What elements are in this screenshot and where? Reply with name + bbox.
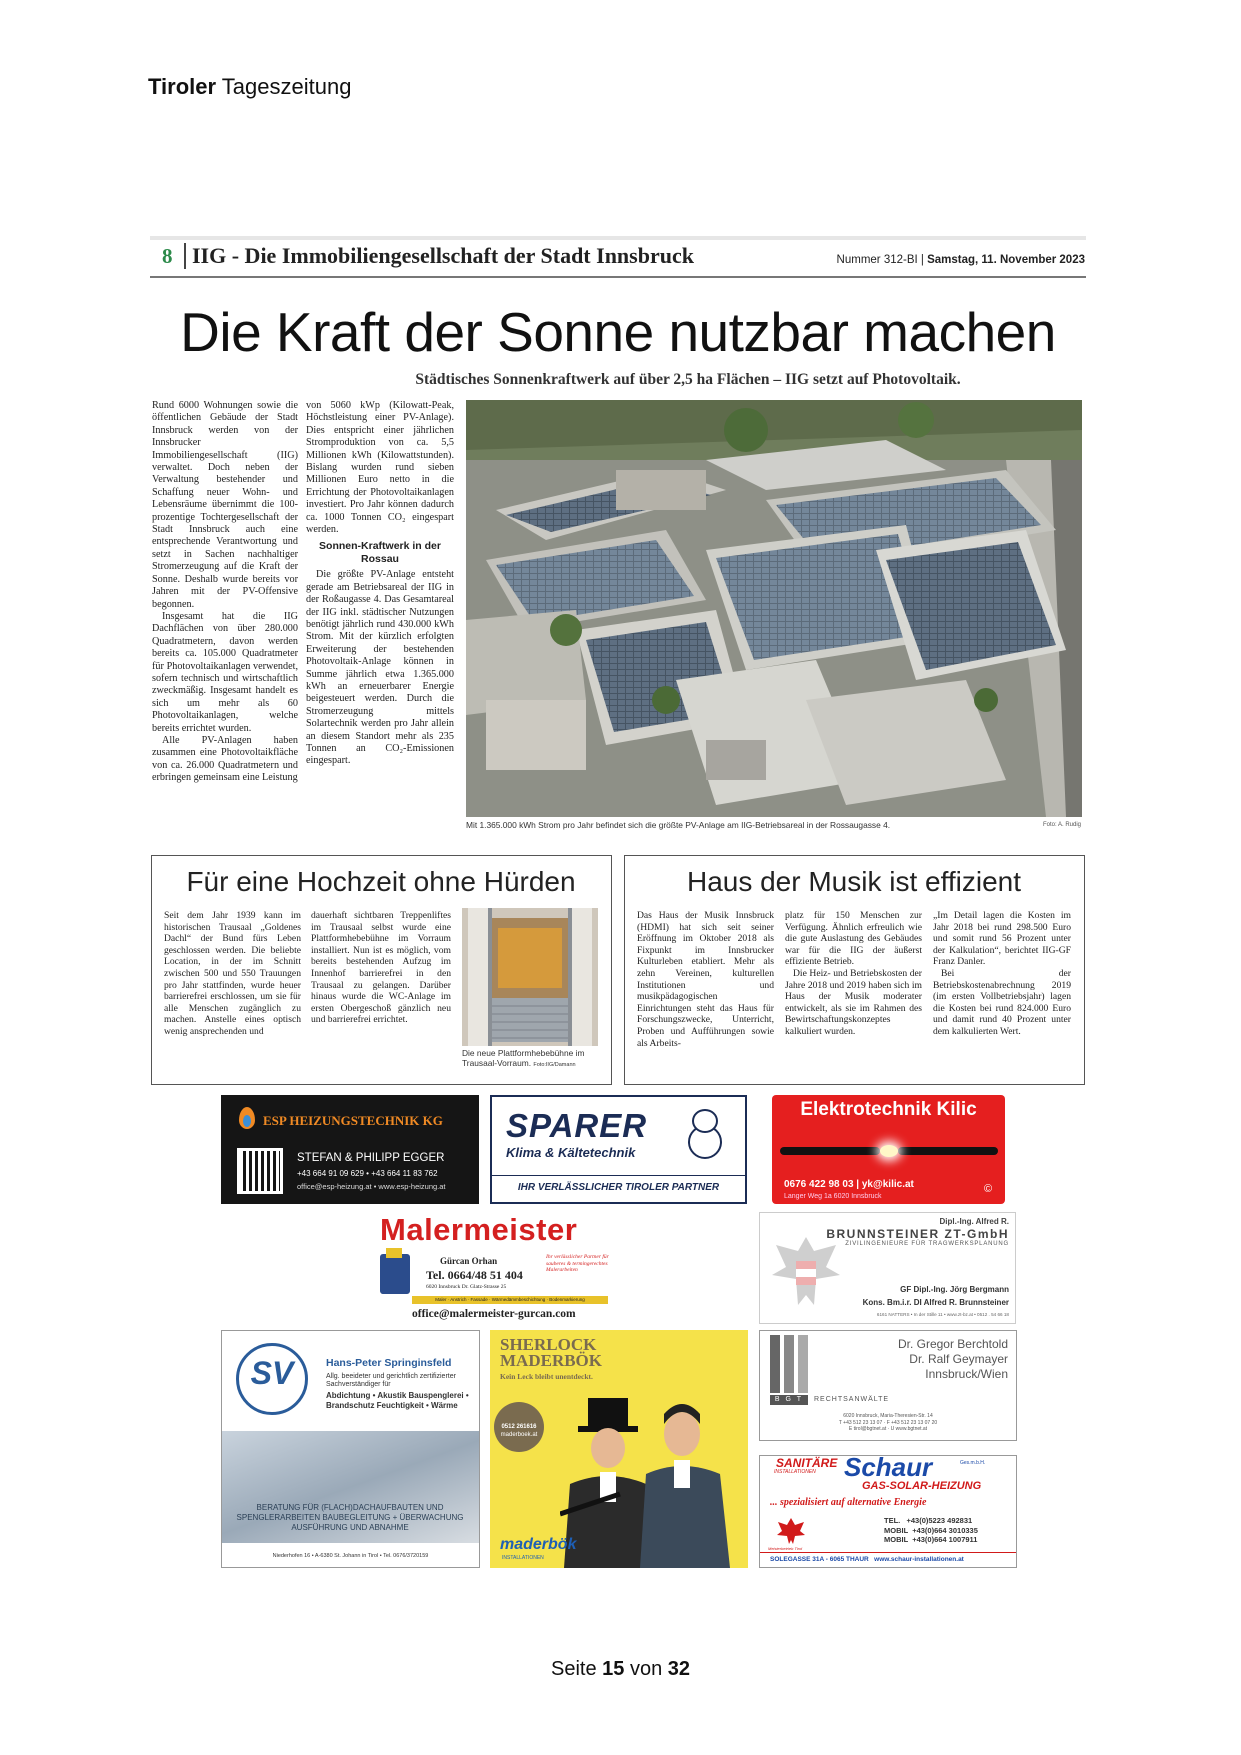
schaur-crest-text: Meisterbetrieb Tirol [768, 1546, 803, 1551]
schaur-phones: TEL. +43(0)5223 492831 MOBIL +43(0)664 3010335 MOBIL +43(0)664 1007911 [884, 1516, 978, 1544]
paint-bucket-icon [380, 1254, 410, 1294]
schaur-line3: GAS-SOLAR-HEIZUNG [862, 1480, 982, 1492]
maler-tag: Ihr verlässlicher Partner für sauberes & termingerechtes Malerarbeiten [546, 1254, 609, 1273]
photo-credit: Foto: A. Rudig [1042, 822, 1081, 828]
bgt-logo: B G T [770, 1395, 808, 1405]
aerial-photo-pv-plant [466, 400, 1082, 817]
article-subhead: Städtisches Sonnenkraftwerk auf über 2,5 ha Flächen – IIG setzt auf Photovoltaik. [415, 371, 961, 388]
tyrol-eagle-icon [776, 1516, 806, 1546]
sherlock-slogan: Kein Leck bleibt unentdeckt. [500, 1372, 593, 1381]
sherlock-brand-sub: INSTALLATIONEN [502, 1555, 544, 1561]
ad-springinsfeld [221, 1330, 480, 1568]
esp-name: ESP HEIZUNGSTECHNIK KG [263, 1113, 443, 1128]
schaur-special: ... spezialisiert auf alternative Energie [770, 1497, 927, 1508]
schaur-line2: Schaur [844, 1455, 933, 1482]
sparer-tagline: Klima & Kältetechnik [506, 1145, 636, 1160]
maler-name: Malermeister [380, 1212, 578, 1247]
article-column-1: Rund 6000 Wohnungen sowie die öffentlichen Gebäude der Stadt Innsbruck werden von der Innsbrucker Immobiliengesellschaft (IIG) verwaltet. Doch neben der Verwaltung bestehender und Schaffung neuer Wohn- und Lebensräume übernimmt die 100-prozentige Tochtergesellschaft der Stadt Innsbruck auch eine entsprechende Verantwortung und setzt in Sachen nachhaltiger Stromerzeugung auf die Kraft der Sonne. Deshalb wurde bereits vor Jahren mit der PV-Offensive begonnen. Insgesamt hat die IIG Dachflächen von über 280.000 Quadratmetern, davon werden bereits ca. 105.000 Quadratmeter für Photovoltaikanlagen verwendet, sofern technisch und wirtschaftlich zweckmäßig. Insgesamt handelt es sich um mehr als 60 Photovoltaikanlagen, welche bereits errichtet wurden. Alle PV-Anlagen haben zusammen eine Photovoltaikfläche von ca. 26.000 Quadratmetern und erbringen gemeinsam eine Leistung [152, 400, 298, 784]
brunn-kons: Kons. Bm.i.r. DI Alfred R. Brunnsteiner [862, 1298, 1009, 1307]
sherlock-web: maderboek.at [500, 1432, 538, 1438]
ad-esp-heizung [221, 1095, 479, 1204]
sv-name: Hans-Peter Springinsfeld [326, 1357, 452, 1369]
sv-logo: SV [250, 1355, 294, 1391]
ad-elektrotechnik-kilic [772, 1095, 1005, 1204]
sherlock-phone: 0512 261616 [501, 1424, 537, 1430]
issue-info: Nummer 312-BI | Samstag, 11. November 2023 [836, 254, 1085, 266]
brunn-address: 6161 NATTERS • In der Stille 11 • www.zt-bz.at • 0512 . 54 66 18 [876, 1312, 1009, 1317]
sv-address: Niederhofen 16 • A-6380 St. Johann in Tirol • Tel. 0676/3720159 [272, 1553, 429, 1559]
brunn-sub: ZIVILINGENIEURE FÜR TRAGWERKSPLANUNG [845, 1241, 1009, 1247]
bgt-bar-1 [770, 1335, 780, 1393]
maler-person: Gürcan Orhan [440, 1256, 498, 1266]
schaur-inst: INSTALLATIONEN [774, 1469, 816, 1475]
ad-bgt-rechtsanwaelte [759, 1330, 1017, 1441]
bgt-contact: 6020 Innsbruck, Maria-Theresien-Str. 14 T +43 512 23 13 07 · F +43 512 23 13 07 20 E tirol@bgtnet.at · U www.bgtnet.at [838, 1413, 938, 1432]
box-hochzeit-caption: Die neue Plattformhebebühne im Trausaal-Vorraum. Foto:IIG/Damann [462, 1048, 585, 1068]
publication-brand: Tiroler Tageszeitung [148, 74, 352, 99]
brunn-gf: GF Dipl.-Ing. Jörg Bergmann [900, 1285, 1009, 1294]
sv-desc: Allg. beeideter und gerichtlich zertifizierter Sachverständiger für [326, 1373, 456, 1388]
photo-caption: Mit 1.365.000 kWh Strom pro Jahr befindet sich die größte PV-Anlage am IIG-Betriebsareal in der Rossaugasse 4. [466, 820, 891, 830]
esp-contact: office@esp-heizung.at • www.esp-heizung.at [297, 1182, 446, 1191]
box-hochzeit-col2: dauerhaft sichtbaren Treppenliftes im Trausaal selbst wurde eine Plattformhebebühne im Vorraum installiert. Nun ist es möglich, vom bereits bestehenden Aufzug im Innenhof barrierefrei in den Trausaal zu gelangen. Darüber hinaus wurde die WC-Anlage im ersten Obergeschoß gänzlich neu und barrierefrei errichtet. [311, 910, 451, 1026]
spark-icon [880, 1145, 898, 1157]
box-musik-col3: „Im Detail lagen die Kosten im Jahr 2018 bei rund 298.500 Euro und somit rund 56 Prozent unter der Kalkulation“, berichtet IIG-GF Franz Danler. Bei der Betriebskostenabrechnung 2019 (im ersten Vollbetriebsjahr) lagen die Kosten bei rund 824.000 Euro und damit rund 40 Prozent unter dem kalkulierten Wert. [933, 910, 1071, 1037]
snowman-head-icon [692, 1109, 718, 1133]
maler-services: Maler · Anstrich · Fassade · Wärmedämmbeschichtung · Bodenmarkierung [412, 1296, 608, 1304]
box-hochzeit-title: Für eine Hochzeit ohne Hürden [186, 866, 576, 897]
austrian-eagle-icon [770, 1231, 842, 1311]
bgt-bar-3 [798, 1335, 808, 1393]
ad-schaur [759, 1455, 1017, 1568]
maler-email: office@malermeister-gurcan.com [412, 1308, 576, 1320]
cable-left-icon [780, 1147, 880, 1155]
brunn-name: BRUNNSTEINER ZT-GmbH [826, 1227, 1009, 1241]
schaur-divider [760, 1552, 1016, 1553]
qr-code-icon [237, 1148, 283, 1194]
flame-inner-icon [243, 1115, 251, 1127]
paint-brush-icon [386, 1248, 402, 1258]
box-musik-col1: Das Haus der Musik Innsbruck (HDMI) hat sich seit seiner Eröffnung im Oktober 2018 als Fixpunkt im Innsbrucker Kulturleben etabliert. Mehr als zehn Vereinen, kulturellen Institutionen und musikpädagogischen Einrichtungen steht das Haus für Forschungszwecke, Unterricht, Proben und Aufführungen sowie als Arbeits- [637, 910, 774, 1049]
cable-right-icon [898, 1147, 998, 1155]
kilic-address: Langer Weg 1a 6020 Innsbruck [784, 1193, 882, 1200]
sherlock-title1: SHERLOCK [500, 1335, 597, 1354]
ad-sparer [490, 1095, 747, 1204]
photo-platform-lift [462, 908, 598, 1046]
schaur-line1: SANITÄRE [776, 1456, 838, 1470]
brunn-top: Dipl.-Ing. Alfred R. [939, 1217, 1009, 1226]
two-detectives-illustration [560, 1394, 740, 1568]
article-headline: Die Kraft der Sonne nutzbar machen [180, 301, 1056, 363]
ad-brunnsteiner [759, 1212, 1016, 1324]
sparer-name: SPARER [506, 1107, 648, 1144]
box-hochzeit-col1: Seit dem Jahr 1939 kann im historischen Trausaal „Goldenes Dachl“ der Bund fürs Leben geschlossen werden. Die beliebte Location, in der im Schnitt zwischen 500 und 550 Trauungen pro Jahr stattfinden, wurde heuer barrierefrei erschlossen, um sie für alle Menschen zugänglich zu machen. Anstelle eines optisch wenig ansprechenden und [164, 910, 301, 1037]
esp-owners: STEFAN & PHILIPP EGGER [297, 1152, 445, 1164]
kilic-copyright: © [984, 1183, 993, 1195]
page-footer: Seite 15 von 32 [550, 1658, 690, 1680]
box-musik-title: Haus der Musik ist effizient [686, 866, 1022, 897]
bgt-names: Dr. Gregor Berchtold Dr. Ralf Geymayer Innsbruck/Wien [897, 1337, 1008, 1381]
sherlock-brand: maderbök [500, 1536, 577, 1553]
ad-malermeister [376, 1212, 612, 1326]
bgt-bar-2 [784, 1335, 794, 1393]
sparer-divider [492, 1175, 745, 1176]
schaur-address: SOLEGASSE 31A - 6065 THAUR www.schaur-installationen.at [770, 1556, 964, 1563]
sparer-slogan: IHR VERLÄSSLICHER TIROLER PARTNER [517, 1182, 720, 1193]
schaur-gmbh: Ges.m.b.H. [960, 1460, 986, 1466]
box-musik-col2: platz für 150 Menschen zur Verfügung. Ähnlich erfreulich wie die gute Auslastung des Gebäudes war für die IIG der äußerst effiziente Betrieb. Die Heiz- und Betriebskosten der Jahre 2018 und 2019 haben sich im Haus der Musik moderater entwickelt, als sie im Rahmen des Bewirtschaftungskonzeptes kalkuliert wurden. [785, 910, 922, 1037]
bgt-rechts: RECHTSANWÄLTE [814, 1396, 890, 1403]
newspaper-page-number: 8 [162, 244, 173, 268]
ad-sherlock-maderboek [490, 1330, 748, 1568]
sv-beratung: BERATUNG FÜR (FLACH)DACHAUFBAUTEN UND SPENGLERARBEITEN BAUBEGLEITUNG + ÜBERWACHUNG AUSFÜHRUNG UND ABNAHME [236, 1503, 464, 1532]
kilic-contact: 0676 422 98 03 | yk@kilic.at [784, 1179, 914, 1190]
maler-address: 6020 Innsbruck Dr. Glatz-Strasse 25 [426, 1284, 507, 1290]
esp-phones: +43 664 91 09 629 • +43 664 11 83 762 [297, 1169, 438, 1178]
kilic-name: Elektrotechnik Kilic [800, 1099, 977, 1120]
section-title: IIG - Die Immobiliengesellschaft der Stadt Innsbruck [184, 243, 694, 269]
sherlock-title2: MADERBÖK [500, 1351, 602, 1370]
maler-phone: Tel. 0664/48 51 404 [426, 1268, 523, 1282]
sv-services: Abdichtung • Akustik Bauspenglerei • Brandschutz Feuchtigkeit • Wärme [326, 1391, 469, 1410]
article-column-2: von 5060 kWp (Kilowatt-Peak, Höchstleistung einer PV-Anlage). Dies entspricht einer jährlichen Stromproduktion von ca. 5,5 Millionen kWh (Kilowattstunden). Bislang wurden rund sieben Millionen Euro netto in die Errichtung der Photovoltaikanlagen investiert. Pro Jahr können dadurch ca. 1000 Tonnen CO₂ eingespart werden. Sonnen-Kraftwerk in der Rossau Die größte PV-Anlage entsteht gerade am Betriebsareal der IIG in der Roßaugasse 4. Das Gesamtareal der IIG inkl. städtischer Nutzungen benötigt jährlich rund 430.000 kWh Strom. Mit der kürzlich erfolgten Erweiterung der bestehenden Photovoltaik-Anlage können in Summe jährlich etwa 1.365.000 kWh an erneuerbarer Energie beigesteuert werden. Durch die Stromerzeugung mittels Solartechnik werden pro Jahr allein an diesem Standort mehr als 235 Tonnen an CO₂-Emissionen eingespart. [306, 400, 454, 767]
